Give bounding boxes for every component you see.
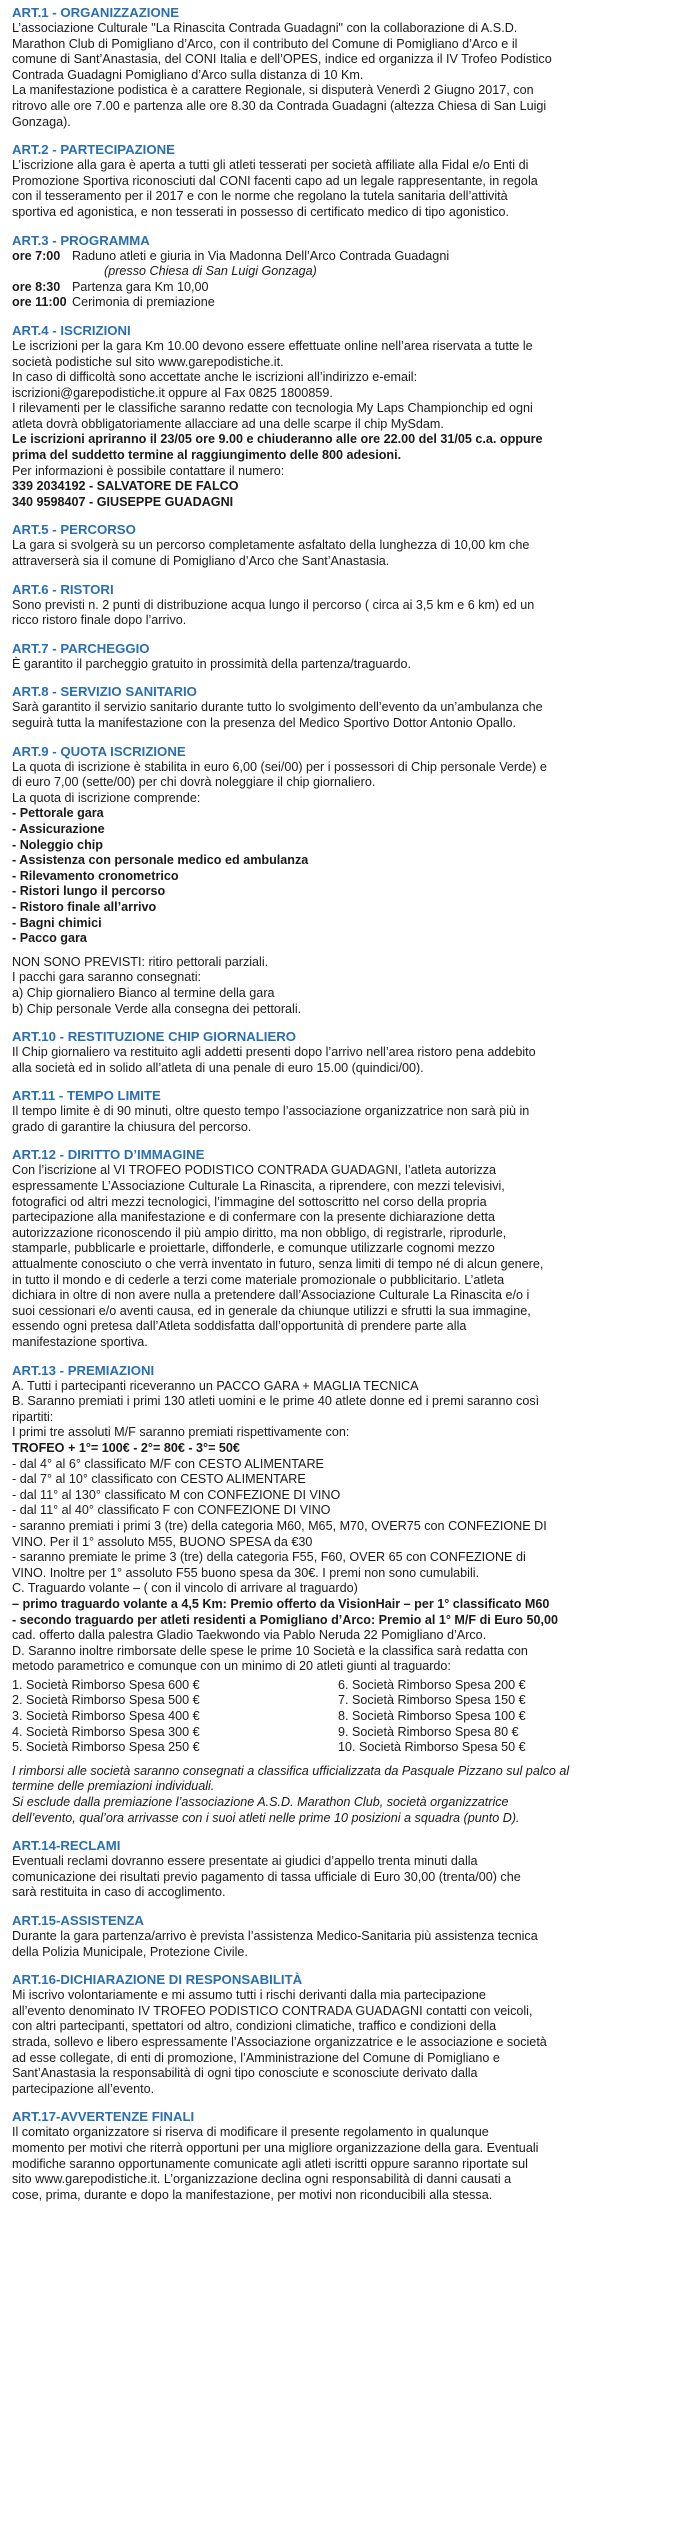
art13-line: TROFEO + 1°= 100€ - 2°= 80€ - 3°= 50€ — [12, 1440, 240, 1455]
art5-section — [12, 521, 664, 569]
refund-note: termine delle premiazioni individuali. — [12, 1779, 215, 1794]
art4-section — [12, 322, 664, 511]
program-desc-text: Partenza gara Km 10,00 — [72, 279, 209, 294]
art13-line: - saranno premiati i primi 3 (tre) della categoria M60, M65, M70, OVER75 con CONFEZIONE DI — [12, 1518, 547, 1533]
art1-line: ritrovo alle ore 7.00 e partenza alle ore 8.30 da Contrada Guadagni (altezza Chiesa di San Luigi — [12, 98, 547, 113]
art4-title: ART.4 - ISCRIZIONI — [12, 322, 131, 338]
fee-includes-list — [12, 806, 664, 946]
art12-line: autorizzazione riconoscendo il più ampio diritto, ma non obbligo, di registrarle, riprodurle, — [12, 1225, 507, 1240]
art17-line: cose, prima, durante e dopo la manifestazione, per motivi non riconducibili alla stessa. — [12, 2187, 493, 2202]
art9-after-line: a) Chip giornaliero Bianco al termine della gara — [12, 985, 275, 1000]
list-item: - Noleggio chip — [12, 837, 103, 852]
art13-line: – primo traguardo volante a 4,5 Km: Premio offerto da VisionHair – per 1° classificato M60 — [12, 1596, 550, 1611]
art12-line: espressamente L’Associazione Culturale La Rinascita, a riprendere, con mezzi televisivi, — [12, 1179, 505, 1194]
art15-section — [12, 1912, 664, 1960]
program-row — [12, 280, 664, 296]
art7-title: ART.7 - PARCHEGGIO — [12, 640, 150, 656]
art2-line: sportiva ed agonistica, e non tesserati in possesso di certificato medico di tipo agonistico. — [12, 204, 510, 219]
list-item: - Bagni chimici — [12, 915, 102, 930]
program-desc-text: Raduno atleti e giuria in Via Madonna Dell’Arco Contrada Guadagni — [72, 248, 450, 263]
art13-line: - dal 11° al 40° classificato F con CONFEZIONE DI VINO — [12, 1503, 331, 1518]
art1-line: Contrada Guadagni Pomigliano d’Arco sulla distanza di 10 Km. — [12, 67, 364, 82]
contact-phone: 340 9598407 - GIUSEPPE GUADAGNI — [12, 494, 234, 509]
art10-title: ART.10 - RESTITUZIONE CHIP GIORNALIERO — [12, 1029, 297, 1045]
art1-line: comune di Sant’Anastasia, del CONI Italia e dell’OPES, indice ed organizza il IV Trofeo Podistico — [12, 52, 552, 67]
art12-line: in tutto il mondo e di cederle a terzi come materiale promozionale o pubblicitario. L’atleta — [12, 1272, 505, 1287]
art17-line: modifiche saranno opportunamente comunicate agli atleti iscritti oppure saranno riportate sul — [12, 2156, 528, 2171]
art9-line: di euro 7,00 (sette/00) per chi dovrà noleggiare il chip giornaliero. — [12, 775, 376, 790]
art13-line: ripartiti: — [12, 1409, 54, 1424]
art6-title: ART.6 - RISTORI — [12, 581, 114, 597]
refund-note: dell’evento, qual’ora arrivasse con i suoi atleti nelle prime 10 posizioni a squadra (punto D). — [12, 1810, 520, 1825]
program-time: ore 11:00 — [12, 295, 67, 310]
art13-section — [12, 1362, 664, 1827]
art3-title: ART.3 - PROGRAMMA — [12, 232, 150, 248]
art2-title: ART.2 - PARTECIPAZIONE — [12, 142, 175, 158]
art5-line: La gara si svolgerà su un percorso completamente asfaltato della lunghezza di 10,00 km che — [12, 538, 530, 553]
refund-item: 4. Società Rimborso Spesa 300 € — [12, 1724, 200, 1739]
art1-line: Marathon Club di Pomigliano d’Arco, con il contributo del Comune di Pomigliano d’Arco e il — [12, 36, 518, 51]
refund-note: I rimborsi alle società saranno consegnati a classifica ufficializzata da Pasquale Pizzano sul palco al — [12, 1763, 570, 1778]
art6-section — [12, 581, 664, 629]
art5-line: attraverserà sia il comune di Pomigliano d’Arco che Sant’Anastasia. — [12, 554, 390, 569]
art12-line: partecipazione alla manifestazione e di confermare con la presente dichiarazione detta — [12, 1210, 496, 1225]
art1-body — [12, 21, 664, 130]
list-item: - Pettorale gara — [12, 806, 104, 821]
refund-item: 6. Società Rimborso Spesa 200 € — [338, 1677, 526, 1692]
art11-section — [12, 1087, 664, 1135]
art12-section — [12, 1146, 664, 1350]
art17-section — [12, 2108, 664, 2203]
art16-line: con altri partecipanti, spettatori od altro, condizioni climatiche, traffico e condizioni della — [12, 2019, 497, 2034]
art12-line: dichiara in oltre di non avere nulla a pretendere dall’Associazione Culturale La Rinascita e/o i — [12, 1288, 530, 1303]
art2-section — [12, 141, 664, 220]
art17-line: Il comitato organizzatore si riserva di modificare il presente regolamento in qualunque — [12, 2125, 489, 2140]
art13-line: - dal 4° al 6° classificato M/F con CESTO ALIMENTARE — [12, 1456, 324, 1471]
refund-item: 10. Società Rimborso Spesa 50 € — [338, 1740, 526, 1755]
refund-table — [12, 1678, 664, 1756]
art12-line: Con l’iscrizione al VI TROFEO PODISTICO CONTRADA GUADAGNI, l’atleta autorizza — [12, 1163, 497, 1178]
art13-line: - secondo traguardo per atleti residenti a Pomigliano d’Arco: Premio al 1° M/F di Euro 50,00 — [12, 1612, 558, 1627]
refund-column-right — [338, 1678, 664, 1756]
art13-line: A. Tutti i partecipanti riceveranno un PACCO GARA + MAGLIA TECNICA — [12, 1378, 419, 1393]
contact-phone: 339 2034192 - SALVATORE DE FALCO — [12, 479, 239, 494]
refund-note: Si esclude dalla premiazione l’associazione A.S.D. Marathon Club, società organizzatrice — [12, 1795, 509, 1810]
art2-line: Promozione Sportiva riconosciuti dal CONI facenti capo ad un legale rappresentante, in regola — [12, 173, 538, 188]
art12-line: attualmente conosciuto o che verrà inventato in futuro, senza limiti di tempo né di alcun genere, — [12, 1257, 544, 1272]
art1-title: ART.1 - ORGANIZZAZIONE — [12, 5, 180, 20]
art4-line: Le iscrizioni per la gara Km 10.00 devono essere effettuate online nell’area riservata a tutte le — [12, 338, 533, 353]
refund-item: 1. Società Rimborso Spesa 600 € — [12, 1677, 200, 1692]
art16-line: partecipazione all’evento. — [12, 2081, 155, 2096]
program-time: ore 8:30 — [12, 279, 61, 294]
art15-title: ART.15-ASSISTENZA — [12, 1913, 144, 1928]
art17-line: momento per motivi che riterrà opportuni per una migliore organizzazione della gara. Eventuali — [12, 2140, 539, 2155]
spacer — [12, 1756, 664, 1764]
art4-line: Per informazioni è possibile contattare il numero: — [12, 463, 285, 478]
art17-title: ART.17-AVVERTENZE FINALI — [12, 2109, 195, 2125]
art16-line: strada, sollevo e libero espressamente l’Associazione organizzatrice e le associazione e società — [12, 2034, 547, 2049]
list-item: - Pacco gara — [12, 931, 87, 946]
art12-line: stamparle, pubblicarle e proiettarle, diffonderle, e comunque utilizzarle cognomi mezzo — [12, 1241, 495, 1256]
art13-line: I primi tre assoluti M/F saranno premiati rispettivamente con: — [12, 1425, 350, 1440]
art13-line: cad. offerto dalla palestra Gladio Taekwondo via Pablo Neruda 22 Pomigliano d’Arco. — [12, 1628, 487, 1643]
art4-line: I rilevamenti per le classifiche saranno redatte con tecnologia My Laps Championchip ed ogni — [12, 401, 533, 416]
art4-line: In caso di difficoltà sono accettate anche le iscrizioni all’indirizzo e-email: — [12, 370, 418, 385]
art9-after-line: I pacchi gara saranno consegnati: — [12, 970, 202, 985]
art12-line: essendo ogni pretesa dall’Atleta soddisfatta dall’opportunità di prendere parte alla — [12, 1319, 467, 1334]
art11-title: ART.11 - TEMPO LIMITE — [12, 1088, 161, 1104]
art1-line: La manifestazione podistica è a carattere Regionale, si disputerà Venerdì 2 Giugno 2017, con — [12, 83, 534, 98]
art13-line: - dal 11° al 130° classificato M con CONFEZIONE DI VINO — [12, 1487, 341, 1502]
list-item: - Assistenza con personale medico ed ambulanza — [12, 853, 309, 868]
art12-line: suoi cessionari e/o aventi causa, ed in generale da chiunque utilizzi e sfrutti la sua immagine, — [12, 1303, 531, 1318]
art5-title: ART.5 - PERCORSO — [12, 522, 136, 538]
art8-line: seguirà tutta la manifestazione con la presenza del Medico Sportivo Dottor Antonio Opallo. — [12, 716, 517, 730]
art14-line: sarà restituita in caso di accoglimento. — [12, 1885, 226, 1900]
art13-title: ART.13 - PREMIAZIONI — [12, 1362, 155, 1378]
art16-section — [12, 1971, 664, 2097]
art10-section — [12, 1028, 664, 1076]
art16-line: Sant’Anastasia la responsabilità di ogni tipo conosciute e sconosciute derivato dalla — [12, 2066, 478, 2081]
art8-title: ART.8 - SERVIZIO SANITARIO — [12, 684, 197, 700]
art6-line: ricco ristoro finale dopo l’arrivo. — [12, 613, 187, 628]
art10-line: alla società ed in solido all’atleta di una penale di euro 15.00 (quindici/00). — [12, 1060, 424, 1075]
art4-line: iscrizioni@garepodistiche.it oppure al Fax 0825 1800859. — [12, 385, 333, 400]
art9-line: La quota di iscrizione comprende: — [12, 790, 201, 805]
art13-line: metodo parametrico e comunque con un minimo di 20 atleti giunti al traguardo: — [12, 1659, 451, 1674]
art4-line: atleta dovrà obbligatoriamente allacciare ad una delle scarpe il chip MySdam. — [12, 416, 444, 431]
art9-title: ART.9 - QUOTA ISCRIZIONE — [12, 743, 186, 759]
art14-title: ART.14-RECLAMI — [12, 1838, 121, 1854]
art13-line: B. Saranno premiati i primi 130 atleti uomini e le prime 40 atlete donne ed i premi saranno così — [12, 1394, 540, 1409]
refund-item: 2. Società Rimborso Spesa 500 € — [12, 1693, 200, 1708]
art14-line: comunicazione dei risultati previo pagamento di tassa ufficiale di Euro 30,00 (trenta/00) che — [12, 1869, 521, 1884]
refund-item: 9. Società Rimborso Spesa 80 € — [338, 1724, 519, 1739]
art4-line: società podistiche sul sito www.garepodistiche.it. — [12, 354, 284, 369]
program-row — [12, 249, 664, 280]
art13-line: VINO. Per il 1° assoluto M55, BUONO SPESA da €30 — [12, 1534, 313, 1549]
program-row — [12, 295, 664, 311]
list-item: - Ristori lungo il percorso — [12, 884, 166, 899]
refund-column-left — [12, 1678, 338, 1756]
art15-line: Durante la gara partenza/arrivo è prevista l’assistenza Medico-Sanitaria più assistenza tecnica — [12, 1929, 538, 1943]
art13-line: D. Saranno inoltre rimborsate delle spese le prime 10 Società e la classifica sarà redatta con — [12, 1643, 528, 1658]
art3-section — [12, 232, 664, 311]
spacer — [12, 947, 664, 955]
art4-line: prima del suddetto termine al raggiungimento delle 800 adesioni. — [12, 448, 402, 463]
art2-line: con il tesseramento per il 2017 e con le norme che regolano la tutela sanitaria dell’attività — [12, 189, 508, 204]
list-item: - Ristoro finale all’arrivo — [12, 899, 157, 914]
art9-line: La quota di iscrizione è stabilita in euro 6,00 (sei/00) per i possessori di Chip personale Verde) e — [12, 759, 547, 774]
art9-after-line: b) Chip personale Verde alla consegna dei pettorali. — [12, 1001, 302, 1016]
refund-item: 5. Società Rimborso Spesa 250 € — [12, 1740, 200, 1755]
art1-line: L’associazione Culturale "La Rinascita Contrada Guadagni" con la collaborazione di A.S.D. — [12, 21, 518, 35]
art16-line: all’evento denominato IV TROFEO PODISTICO CONTRADA GUADAGNI contatti con veicoli, — [12, 2003, 533, 2018]
art4-line: Le iscrizioni apriranno il 23/05 ore 9.00 e chiuderanno alle ore 22.00 del 31/05 c.a. oppure — [12, 432, 543, 447]
art17-line: sito www.garepodistiche.it. L’organizzazione declina ogni responsabilità di danni causati a — [12, 2172, 512, 2187]
art1-section — [12, 4, 664, 130]
program-desc-sub: (presso Chiesa di San Luigi Gonzaga) — [104, 264, 317, 279]
art11-line: grado di garantire la chiusura del percorso. — [12, 1119, 252, 1134]
art10-line: Il Chip giornaliero va restituito agli addetti presenti dopo l’arrivo nell’area ristoro pena addebito — [12, 1045, 536, 1060]
art13-line: VINO. Inoltre per 1° assoluto F55 buono spesa da 30€. I premi non sono cumulabili. — [12, 1565, 480, 1580]
art13-line: - saranno premiate le prime 3 (tre) della categoria F55, F60, OVER 65 con CONFEZIONE di — [12, 1550, 526, 1565]
art9-section — [12, 743, 664, 1018]
art2-line: L’iscrizione alla gara è aperta a tutti gli atleti tesserati per società affiliate alla Fidal e/o Enti di — [12, 158, 529, 173]
art14-line: Eventuali reclami dovranno essere presentate ai giudici d’appello trenta minuti dalla — [12, 1854, 478, 1869]
art8-section — [12, 683, 664, 731]
art14-section — [12, 1837, 664, 1901]
art12-line: fotografici od altri mezzi tecnologici, l’immagine del sottoscritto nel corso della propria — [12, 1194, 487, 1209]
art13-line: C. Traguardo volante – ( con il vincolo di arrivare al traguardo) — [12, 1581, 358, 1596]
list-item: - Rilevamento cronometrico — [12, 868, 179, 883]
art16-title: ART.16-DICHIARAZIONE DI RESPONSABILITÀ — [12, 1972, 303, 1988]
art12-title: ART.12 - DIRITTO D’IMMAGINE — [12, 1147, 205, 1163]
art11-line: Il tempo limite è di 90 minuti, oltre questo tempo l’associazione organizzatrice non sarà più in — [12, 1104, 530, 1119]
list-item: - Assicurazione — [12, 821, 105, 836]
program-desc-text: Cerimonia di premiazione — [72, 295, 215, 310]
art7-line: È garantito il parcheggio gratuito in prossimità della partenza/traguardo. — [12, 656, 412, 671]
art12-line: manifestazione sportiva. — [12, 1335, 148, 1349]
program-time: ore 7:00 — [12, 248, 61, 263]
art16-line: Mi iscrivo volontariamente e mi assumo tutti i rischi derivanti dalla mia partecipazione — [12, 1988, 486, 2003]
art8-line: Sarà garantito il servizio sanitario durante tutto lo svolgimento dell’evento da un’ambulanza che — [12, 700, 543, 715]
refund-item: 3. Società Rimborso Spesa 400 € — [12, 1709, 200, 1724]
art13-line: - dal 7° al 10° classificato con CESTO ALIMENTARE — [12, 1472, 306, 1487]
program-desc — [72, 249, 449, 280]
refund-item: 7. Società Rimborso Spesa 150 € — [338, 1693, 526, 1708]
art16-line: ad esse collegate, di enti di promozione, l’Amministrazione del Comune di Pomigliano e — [12, 2050, 500, 2065]
art15-line: della Polizia Municipale, Protezione Civile. — [12, 1944, 248, 1959]
art9-after-line: NON SONO PREVISTI: ritiro pettorali parziali. — [12, 954, 269, 969]
art6-line: Sono previsti n. 2 punti di distribuzione acqua lungo il percorso ( circa ai 3,5 km e 6 km) ed un — [12, 597, 535, 612]
refund-item: 8. Società Rimborso Spesa 100 € — [338, 1709, 526, 1724]
art1-line: Gonzaga). — [12, 114, 71, 129]
art7-section — [12, 640, 664, 673]
